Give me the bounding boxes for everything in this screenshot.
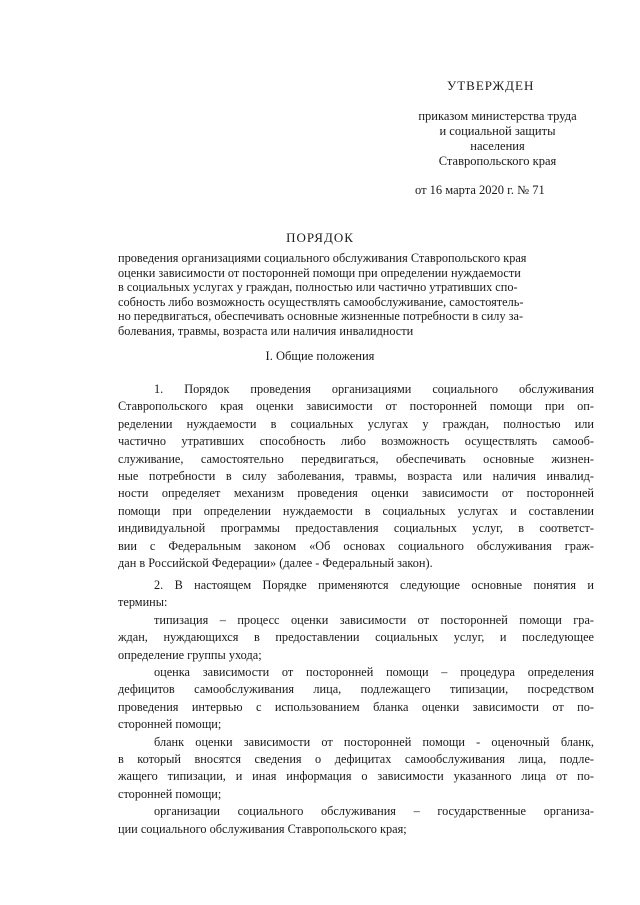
paragraph-line: 2. В настоящем Порядке применяются следующие основные понятия и xyxy=(154,578,594,592)
paragraph-line: индивидуальной программы предоставления социальных услуг, в соответст- xyxy=(118,521,594,536)
approval-line: Ставропольского края xyxy=(438,154,557,168)
paragraph-line: помощи при определении нуждаемости в социальных услугах и составлении xyxy=(118,503,594,518)
paragraph-line: ности определяет механизм проведения оценки зависимости от посторонней xyxy=(118,486,594,501)
paragraph-line: термины: xyxy=(118,595,168,610)
paragraph-line: определение группы ухода; xyxy=(118,647,262,662)
paragraph-line: оценка зависимости от посторонней помощи – процедура определения xyxy=(154,665,594,680)
paragraph-line: Ставропольского края оценки зависимости от посторонней помощи при оп- xyxy=(118,399,594,414)
paragraph-2 xyxy=(118,577,594,838)
paragraph-line: ределении нуждаемости в социальных услугах у граждан, полностью или xyxy=(118,416,594,431)
subtitle-line: болевания, травмы, возраста или наличия инвалидности xyxy=(118,323,414,338)
paragraph-1 xyxy=(118,381,594,572)
subtitle-line: собность либо возможность осуществлять самообслуживание, самостоятель- xyxy=(118,294,524,309)
paragraph-line: проведения интервью с использованием бланка оценки зависимости от по- xyxy=(118,699,594,714)
paragraph-line: частично утративших способность либо возможность осуществлять самооб- xyxy=(118,434,594,449)
paragraph-line: дефицитов самообслуживания лица, подлежащего типизации, посредством xyxy=(118,682,594,697)
paragraph-line: дан в Российской Федерации» (далее - Федеральный закон). xyxy=(118,556,433,571)
paragraph-line: бланк оценки зависимости от посторонней помощи - оценочный бланк, xyxy=(154,734,594,749)
paragraph-line: 1. Порядок проведения организациями социального обслуживания xyxy=(154,382,594,396)
paragraph-line: ждан, нуждающихся в предоставлении социальных услуг, и последующее xyxy=(118,630,594,645)
subtitle-line: оценки зависимости от посторонней помощи при определении нуждаемости xyxy=(118,265,521,280)
approval-date: от 16 марта 2020 г. № 71 xyxy=(415,183,545,197)
paragraph-line: сторонней помощи; xyxy=(118,717,222,732)
document-subtitle xyxy=(118,251,594,339)
approval-block xyxy=(395,78,600,198)
paragraph-line: в который вносятся сведения о дефицитах самообслуживания лица, подле- xyxy=(118,752,594,767)
paragraph-line: ции социального обслуживания Ставропольского края; xyxy=(118,821,407,836)
paragraph-line: сторонней помощи; xyxy=(118,786,222,801)
paragraph-line: жащего типизации, и иная информация о зависимости указанного лица от по- xyxy=(118,769,594,784)
approval-line: населения xyxy=(470,139,525,153)
subtitle-line: проведения организациями социального обслуживания Ставропольского края xyxy=(118,251,527,265)
subtitle-line: но передвигаться, обеспечивать основные жизненные потребности в силу за- xyxy=(118,309,524,324)
paragraph-line: организации социального обслуживания – государственные организа- xyxy=(154,804,594,819)
approval-line: и социальной защиты xyxy=(439,124,556,138)
subtitle-line: в социальных услугах у граждан, полностью или частично утративших спо- xyxy=(118,280,518,295)
paragraph-line: ные потребности в силу заболевания, травмы, возраста или наличия инвалид- xyxy=(118,469,594,484)
approval-heading: УТВЕРЖДЕН xyxy=(447,78,535,93)
paragraph-line: служивание, самостоятельно передвигаться, обеспечивать основные жизнен- xyxy=(118,451,594,466)
paragraph-line: типизация – процесс оценки зависимости от посторонней помощи гра- xyxy=(154,612,594,627)
section-heading: I. Общие положения xyxy=(265,349,375,363)
paragraph-line: вии с Федеральным законом «Об основах социального обслуживания граж- xyxy=(118,538,594,553)
approval-line: приказом министерства труда xyxy=(418,109,577,123)
document-title: ПОРЯДОК xyxy=(286,230,354,245)
